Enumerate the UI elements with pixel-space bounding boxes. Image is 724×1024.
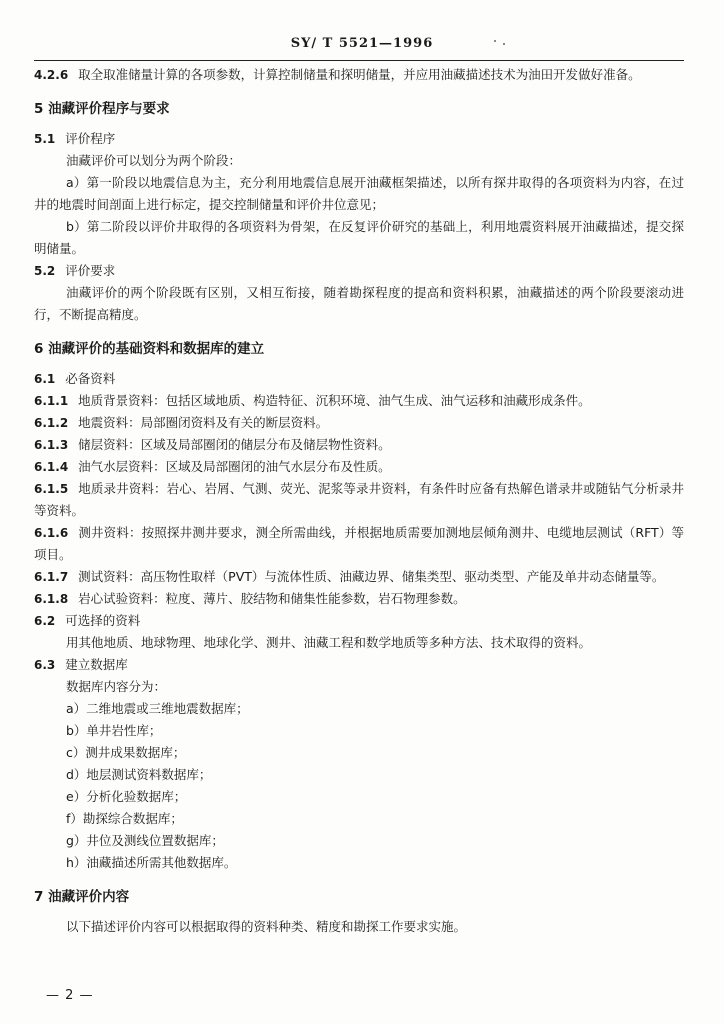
document-body xyxy=(34,64,684,938)
clause-6-1-7 xyxy=(34,566,684,588)
clause-number: 4.2.6 xyxy=(34,68,69,82)
list-item: f）勘探综合数据库； xyxy=(66,811,183,826)
clause-number: 6.1.4 xyxy=(34,460,69,474)
list-item: e）分析化验数据库； xyxy=(66,789,187,804)
clause-6-1-3 xyxy=(34,434,684,456)
clause-text: 测井资料：按照探井测井要求，测全所需曲线，并根据地质需要加测地层倾角测井、电缆地层测试（RFT）等项目。 xyxy=(34,525,684,562)
paragraph: 数据库内容分为： xyxy=(66,679,167,694)
clause-4-2-6 xyxy=(34,64,684,86)
clause-text: 必备资料 xyxy=(65,371,116,386)
list-item: b）第二阶段以评价井取得的各项资料为骨架，在反复评价研究的基础上，利用地震资料展开油藏描述，提交探明储量。 xyxy=(34,219,684,256)
clause-text: 可选择的资料 xyxy=(65,613,141,628)
clause-number: 6.1.2 xyxy=(34,416,69,430)
clause-text: 测试资料：高压物性取样（PVT）与流体性质、油藏边界、储集类型、驱动类型、产能及单井动态储量等。 xyxy=(78,569,665,584)
clause-number: 6.1.8 xyxy=(34,592,69,606)
section-heading-7: 7 油藏评价内容 xyxy=(34,889,130,905)
clause-5-2 xyxy=(34,260,684,282)
clause-text: 评价要求 xyxy=(65,263,116,278)
clause-text: 评价程序 xyxy=(65,131,116,146)
clause-number: 6.2 xyxy=(34,614,56,628)
list-item: a）二维地震或三维地震数据库； xyxy=(66,701,249,716)
clause-text: 取全取准储量计算的各项参数，计算控制储量和探明储量，并应用油藏描述技术为油田开发做好准备。 xyxy=(78,67,641,82)
clause-text: 地质录井资料：岩心、岩屑、气测、荧光、泥浆等录井资料，有条件时应备有热解色谱录井或随钻气分析录井等资料。 xyxy=(34,481,684,518)
clause-text: 油气水层资料：区域及局部圈闭的油气水层分布及性质。 xyxy=(78,459,391,474)
section-heading-5: 5 油藏评价程序与要求 xyxy=(34,101,170,117)
clause-6-3 xyxy=(34,654,684,676)
clause-number: 6.1.1 xyxy=(34,394,69,408)
paragraph: 以下描述评价内容可以根据取得的资料种类、精度和勘探工作要求实施。 xyxy=(66,919,467,934)
clause-number: 6.1.3 xyxy=(34,438,69,452)
clause-text: 储层资料：区域及局部圈闭的储层分布及储层物性资料。 xyxy=(78,437,391,452)
clause-number: 6.3 xyxy=(34,658,56,672)
clause-6-1-1 xyxy=(34,390,684,412)
clause-number: 5.1 xyxy=(34,132,56,146)
list-item: g）井位及测线位置数据库； xyxy=(66,833,224,848)
clause-6-1-6 xyxy=(34,522,684,566)
clause-6-1-8 xyxy=(34,588,684,610)
clause-5-1 xyxy=(34,128,684,150)
list-item: c）测井成果数据库； xyxy=(66,745,186,760)
page-number: — 2 — xyxy=(46,988,94,1003)
clause-6-2 xyxy=(34,610,684,632)
clause-number: 6.1.5 xyxy=(34,482,69,496)
clause-6-1-5 xyxy=(34,478,684,522)
header-rule xyxy=(34,60,684,61)
clause-6-1-2 xyxy=(34,412,684,434)
list-item: h）油藏描述所需其他数据库。 xyxy=(66,855,237,870)
clause-text: 岩心试验资料：粒度、薄片、胶结物和储集性能参数，岩石物理参数。 xyxy=(78,591,466,606)
paragraph: 用其他地质、地球物理、地球化学、测井、油藏工程和数学地质等多种方法、技术取得的资料。 xyxy=(66,635,592,650)
clause-text: 建立数据库 xyxy=(65,657,128,672)
standard-code-header: SY/ T 5521—1996 xyxy=(290,36,434,51)
clause-number: 6.1.6 xyxy=(34,526,69,540)
section-heading-6: 6 油藏评价的基础资料和数据库的建立 xyxy=(34,341,265,357)
clause-6-1-4 xyxy=(34,456,684,478)
clause-text: 地质背景资料：包括区域地质、构造特征、沉积环境、油气生成、油气运移和油藏形成条件。 xyxy=(78,393,591,408)
list-item: a）第一阶段以地震信息为主，充分利用地震信息展开油藏框架描述，以所有探井取得的各项资料为内容，在过井的地震时间剖面上进行标定，提交控制储量和评价井位意见； xyxy=(34,175,684,212)
clause-number: 5.2 xyxy=(34,264,56,278)
list-item: d）地层测试资料数据库； xyxy=(66,767,212,782)
list-item: b）单井岩性库； xyxy=(66,723,162,738)
clause-number: 6.1.7 xyxy=(34,570,69,584)
clause-number: 6.1 xyxy=(34,372,56,386)
clause-text: 地震资料：局部圈闭资料及有关的断层资料。 xyxy=(78,415,329,430)
paragraph: 油藏评价的两个阶段既有区别，又相互衔接，随着勘探程度的提高和资料积累，油藏描述的两个阶段要滚动进行，不断提高精度。 xyxy=(34,285,684,322)
paragraph: 油藏评价可以划分为两个阶段： xyxy=(66,153,242,168)
clause-6-1 xyxy=(34,368,684,390)
